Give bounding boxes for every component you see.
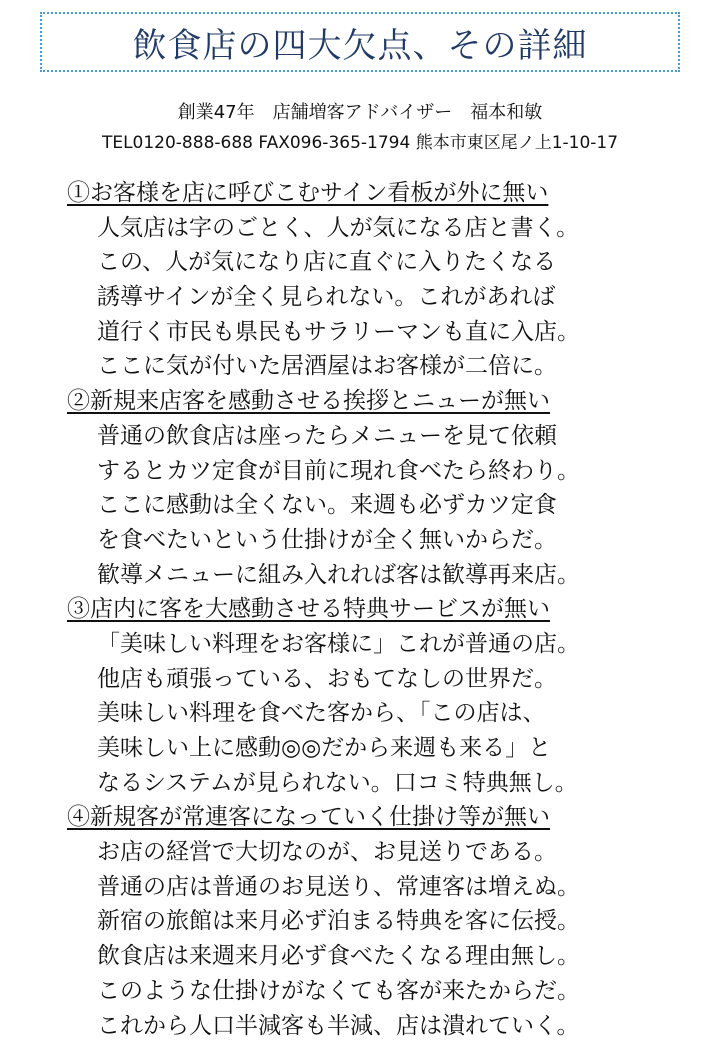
body-line: を食べたいという仕掛けが全く無いからだ。	[67, 523, 687, 558]
section-heading: ④新規客が常連客になっていく仕掛け等が無い	[67, 800, 687, 835]
body-line: 歓導メニューに組み入れれば客は歓導再来店。	[67, 558, 687, 593]
section-4	[67, 800, 687, 1043]
section-3	[67, 592, 687, 800]
body-line: ここに感動は全くない。来週も必ずカツ定食	[67, 488, 687, 523]
body-line: 道行く市民も県民もサラリーマンも直に入店。	[67, 315, 687, 350]
body-line: お店の経営で大切なのが、お見送りである。	[67, 835, 687, 870]
author-line: 創業47年 店舗増客アドバイザー 福本和敏	[0, 98, 720, 124]
body-line: 「美味しい料理をお客様に」これが普通の店。	[67, 627, 687, 662]
body-line: これから人口半減客も半減、店は潰れていく。	[67, 1009, 687, 1043]
sections	[67, 176, 687, 1043]
section-heading: ③店内に客を大感動させる特典サービスが無い	[67, 592, 687, 627]
body-line: 誘導サインが全く見られない。これがあれば	[67, 280, 687, 315]
section-2	[67, 384, 687, 592]
body-line: 人気店は字のごとく、人が気になる店と書く。	[67, 211, 687, 246]
body-line: するとカツ定食が目前に現れ食べたら終わり。	[67, 454, 687, 489]
body-line: 美味しい上に感動◎◎だから来週も来る」と	[67, 731, 687, 766]
body-line: なるシステムが見られない。口コミ特典無し。	[67, 766, 687, 801]
section-1	[67, 176, 687, 384]
body-line: ここに気が付いた居酒屋はお客様が二倍に。	[67, 349, 687, 384]
page-title: 飲食店の四大欠点、その詳細	[133, 18, 588, 67]
body-line: 美味しい料理を食べた客から、「この店は、	[67, 696, 687, 731]
section-heading: ②新規来店客を感動させる挨拶とニューが無い	[67, 384, 687, 419]
body-line: 新宿の旅館は来月必ず泊まる特典を客に伝授。	[67, 904, 687, 939]
body-line: この、人が気になり店に直ぐに入りたくなる	[67, 245, 687, 280]
body-line: このような仕掛けがなくても客が来たからだ。	[67, 974, 687, 1009]
body-line: 飲食店は来週来月必ず食べたくなる理由無し。	[67, 939, 687, 974]
contact-line: TEL0120-888-688 FAX096-365-1794 熊本市東区尾ノ上1-10-17	[0, 128, 720, 153]
section-heading: ①お客様を店に呼びこむサイン看板が外に無い	[67, 176, 687, 211]
body-line: 他店も頑張っている、おもてなしの世界だ。	[67, 662, 687, 697]
body-line: 普通の飲食店は座ったらメニューを見て依頼	[67, 419, 687, 454]
title-box	[40, 12, 680, 72]
body-line: 普通の店は普通のお見送り、常連客は増えぬ。	[67, 870, 687, 905]
